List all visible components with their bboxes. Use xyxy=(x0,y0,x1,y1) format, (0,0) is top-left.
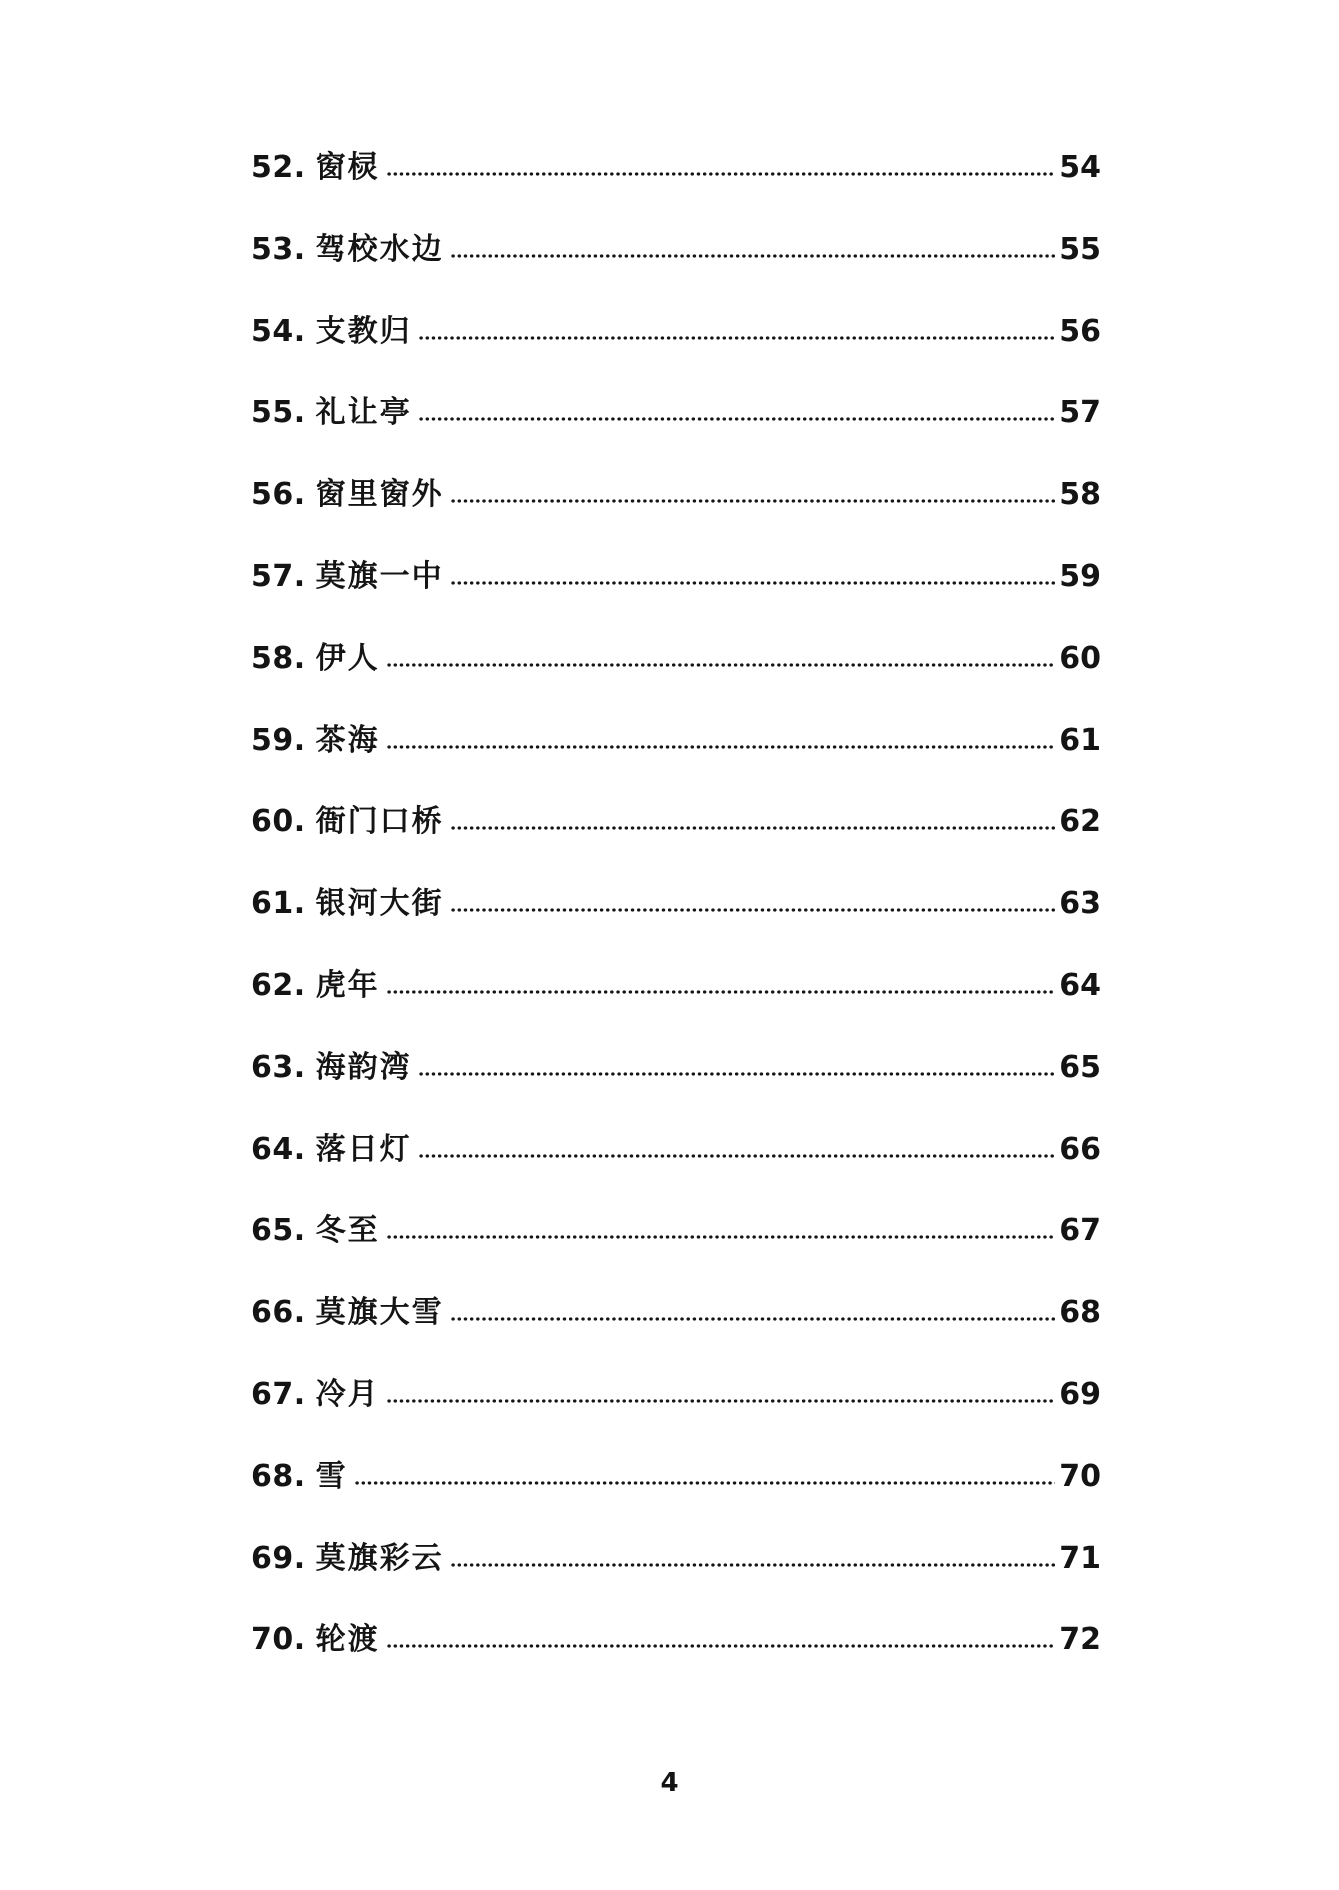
entry-title: 支教归 xyxy=(315,313,412,349)
toc-entry[interactable] xyxy=(251,230,1101,312)
entry-page-number: 66 xyxy=(1059,1131,1101,1167)
toc-entry[interactable] xyxy=(251,148,1101,230)
entry-page-number: 72 xyxy=(1059,1622,1101,1658)
dot-leader xyxy=(450,908,1056,912)
entry-number: 57. xyxy=(251,558,306,594)
dot-leader xyxy=(450,581,1056,585)
entry-title: 伊人 xyxy=(315,640,380,676)
toc-entry[interactable] xyxy=(251,1293,1101,1375)
dot-leader xyxy=(386,745,1056,749)
entry-title: 落日灯 xyxy=(315,1131,412,1167)
entry-title: 驾校水边 xyxy=(315,231,444,267)
toc-entry[interactable] xyxy=(251,393,1101,475)
toc-entry[interactable] xyxy=(251,639,1101,721)
dot-leader xyxy=(450,499,1056,503)
entry-number: 60. xyxy=(251,804,306,840)
entry-title: 轮渡 xyxy=(315,1622,380,1658)
entry-number: 55. xyxy=(251,395,306,431)
dot-leader xyxy=(354,1481,1056,1485)
entry-title: 莫旗彩云 xyxy=(315,1540,444,1576)
entry-number: 58. xyxy=(251,640,306,676)
entry-page-number: 60 xyxy=(1059,640,1101,676)
entry-title: 礼让亭 xyxy=(315,395,412,431)
entry-title: 雪 xyxy=(315,1458,348,1494)
dot-leader xyxy=(418,1154,1056,1158)
entry-title: 银河大街 xyxy=(315,886,444,922)
entry-title: 窗里窗外 xyxy=(315,477,444,513)
dot-leader xyxy=(386,663,1056,667)
entry-title: 莫旗一中 xyxy=(315,558,444,594)
entry-number: 52. xyxy=(251,150,306,185)
entry-number: 56. xyxy=(251,477,306,513)
toc-entry[interactable] xyxy=(251,1539,1101,1621)
entry-page-number: 67 xyxy=(1059,1213,1101,1249)
dot-leader xyxy=(450,1317,1056,1321)
toc-entry[interactable] xyxy=(251,802,1101,884)
dot-leader xyxy=(386,172,1056,176)
entry-page-number: 59 xyxy=(1059,558,1101,594)
dot-leader xyxy=(386,990,1056,994)
page-number: 4 xyxy=(660,1768,679,1798)
entry-number: 53. xyxy=(251,231,306,267)
entry-number: 61. xyxy=(251,886,306,922)
entry-page-number: 57 xyxy=(1059,395,1101,431)
toc-entry[interactable] xyxy=(251,966,1101,1048)
dot-leader xyxy=(418,336,1056,340)
dot-leader xyxy=(386,1235,1056,1239)
entry-title: 衙门口桥 xyxy=(315,804,444,840)
dot-leader xyxy=(386,1399,1056,1403)
table-of-contents xyxy=(251,148,1101,1702)
toc-entry[interactable] xyxy=(251,1375,1101,1457)
entry-page-number: 71 xyxy=(1059,1540,1101,1576)
entry-page-number: 70 xyxy=(1059,1458,1101,1494)
toc-entry[interactable] xyxy=(251,1620,1101,1702)
entry-title: 茶海 xyxy=(315,722,380,758)
entry-page-number: 64 xyxy=(1059,967,1101,1003)
entry-page-number: 56 xyxy=(1059,313,1101,349)
dot-leader xyxy=(418,417,1056,421)
toc-entry[interactable] xyxy=(251,1211,1101,1293)
entry-number: 54. xyxy=(251,313,306,349)
entry-page-number: 65 xyxy=(1059,1049,1101,1085)
entry-page-number: 61 xyxy=(1059,722,1101,758)
entry-number: 66. xyxy=(251,1295,306,1331)
toc-entry[interactable] xyxy=(251,1048,1101,1130)
entry-page-number: 69 xyxy=(1059,1376,1101,1412)
entry-number: 65. xyxy=(251,1213,306,1249)
toc-entry[interactable] xyxy=(251,1457,1101,1539)
entry-title: 海韵湾 xyxy=(315,1049,412,1085)
entry-page-number: 58 xyxy=(1059,477,1101,513)
entry-title: 虎年 xyxy=(315,967,380,1003)
dot-leader xyxy=(386,1644,1056,1648)
entry-number: 70. xyxy=(251,1622,306,1658)
entry-number: 68. xyxy=(251,1458,306,1494)
entry-title: 冬至 xyxy=(315,1213,380,1249)
entry-title: 莫旗大雪 xyxy=(315,1295,444,1331)
dot-leader xyxy=(450,826,1056,830)
toc-entry[interactable] xyxy=(251,475,1101,557)
entry-page-number: 54 xyxy=(1059,150,1101,185)
toc-entry[interactable] xyxy=(251,884,1101,966)
dot-leader xyxy=(450,254,1056,258)
entry-title: 窗棂 xyxy=(315,150,380,185)
dot-leader xyxy=(418,1072,1056,1076)
entry-number: 62. xyxy=(251,967,306,1003)
entry-page-number: 55 xyxy=(1059,231,1101,267)
entry-title: 冷月 xyxy=(315,1376,380,1412)
entry-number: 67. xyxy=(251,1376,306,1412)
toc-entry[interactable] xyxy=(251,557,1101,639)
entry-number: 59. xyxy=(251,722,306,758)
toc-entry[interactable] xyxy=(251,1130,1101,1212)
entry-number: 63. xyxy=(251,1049,306,1085)
entry-page-number: 63 xyxy=(1059,886,1101,922)
dot-leader xyxy=(450,1563,1056,1567)
entry-number: 64. xyxy=(251,1131,306,1167)
entry-page-number: 68 xyxy=(1059,1295,1101,1331)
toc-entry[interactable] xyxy=(251,721,1101,803)
entry-number: 69. xyxy=(251,1540,306,1576)
toc-entry[interactable] xyxy=(251,312,1101,394)
entry-page-number: 62 xyxy=(1059,804,1101,840)
